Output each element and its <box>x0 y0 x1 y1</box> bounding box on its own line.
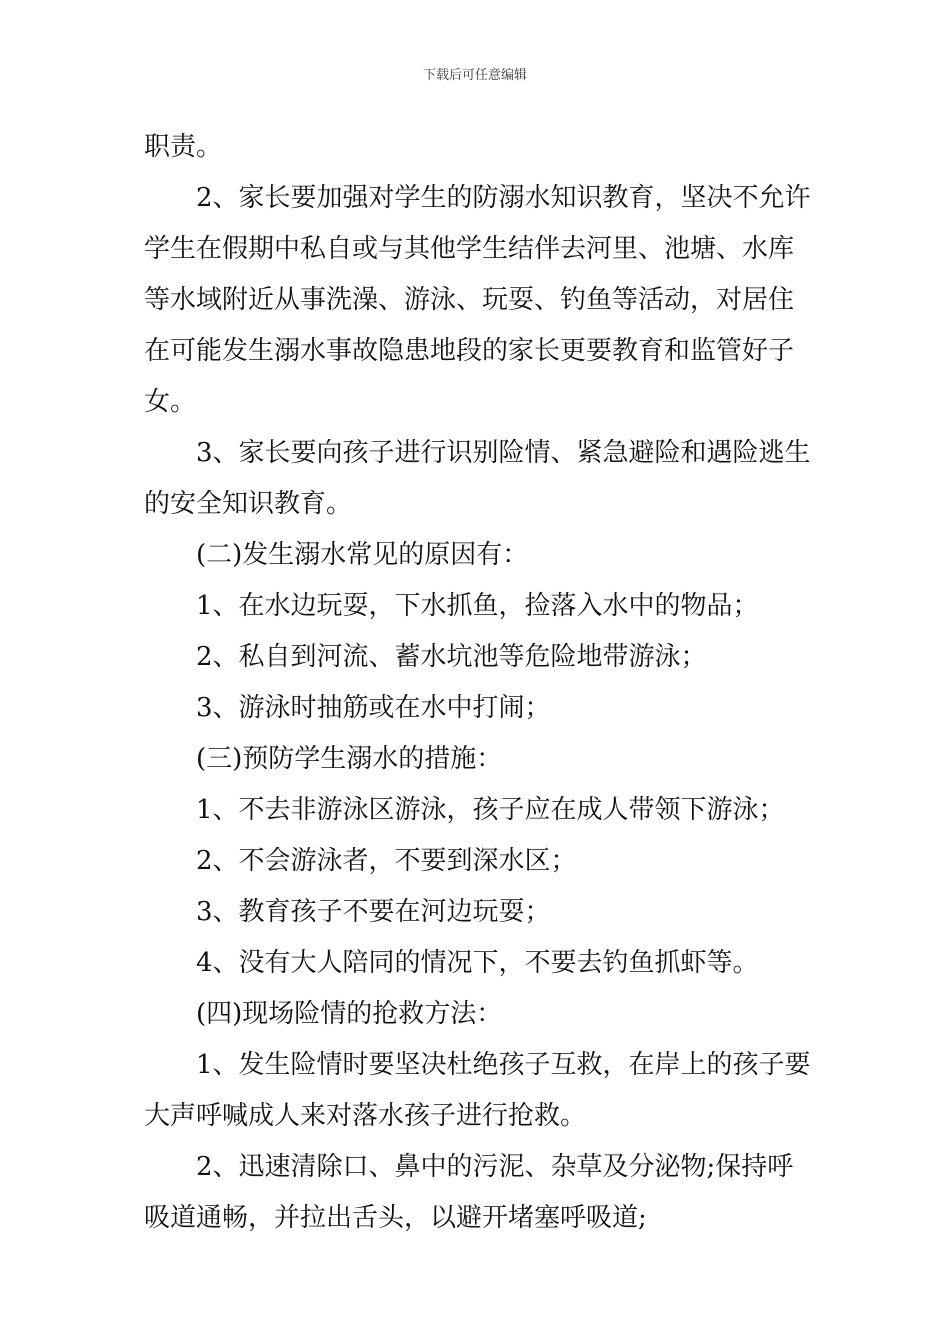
page-header: 下载后可任意编辑 <box>422 68 527 83</box>
list-item: 3、游泳时抽筋或在水中打闹； <box>196 693 551 723</box>
paragraph-line: 吸道通畅，并拉出舌头，以避开堵塞呼吸道; <box>144 1203 647 1233</box>
paragraph-line: 女。 <box>144 387 197 417</box>
list-item: 4、没有大人陪同的情况下，不要去钓鱼抓虾等。 <box>196 948 759 978</box>
paragraph-line: 的安全知识教育。 <box>144 489 353 519</box>
paragraph-line: 2、家长要加强对学生的防溺水知识教育，坚决不允许 <box>196 183 811 213</box>
paragraph-line: 3、家长要向孩子进行识别险情、紧急避险和遇险逃生 <box>196 438 811 468</box>
paragraph-line: 大声呼喊成人来对落水孩子进行抢救。 <box>144 1101 587 1131</box>
paragraph-line: 等水域附近从事洗澡、游泳、玩耍、钓鱼等活动，对居住 <box>144 285 795 315</box>
list-item: 2、迅速清除口、鼻中的污泥、杂草及分泌物;保持呼 <box>196 1152 794 1182</box>
paragraph-line: 学生在假期中私自或与其他学生结伴去河里、池塘、水库 <box>144 234 795 264</box>
section-heading: (三)预防学生溺水的措施： <box>196 744 503 774</box>
list-item: 2、私自到河流、蓄水坑池等危险地带游泳； <box>196 642 707 672</box>
list-item: 1、在水边玩耍，下水抓鱼，捡落入水中的物品； <box>196 591 759 621</box>
list-item: 3、教育孩子不要在河边玩耍； <box>196 897 551 927</box>
list-item: 1、不去非游泳区游泳，孩子应在成人带领下游泳； <box>196 795 785 825</box>
section-heading: (二)发生溺水常见的原因有： <box>196 540 529 570</box>
list-item: 1、发生险情时要坚决杜绝孩子互救，在岸上的孩子要 <box>196 1050 811 1080</box>
paragraph-line: 在可能发生溺水事故隐患地段的家长更要教育和监管好子 <box>144 336 795 366</box>
paragraph-line: 职责。 <box>144 132 223 162</box>
list-item: 2、不会游泳者，不要到深水区； <box>196 846 577 876</box>
document-body <box>144 122 812 1244</box>
section-heading: (四)现场险情的抢救方法： <box>196 999 503 1029</box>
